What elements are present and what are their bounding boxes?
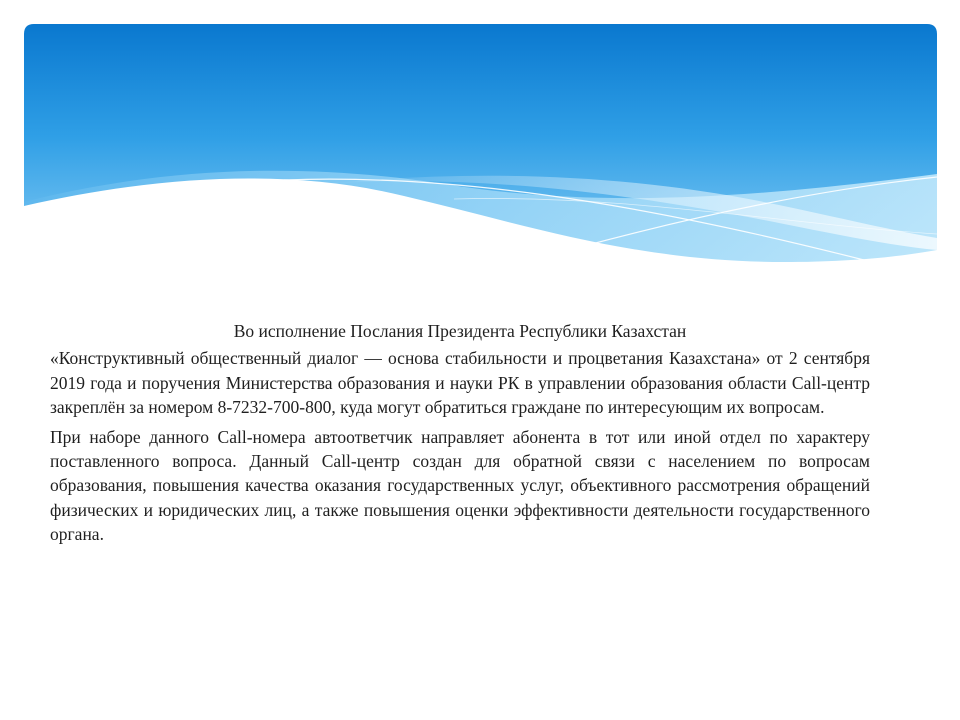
- slide-heading: Во исполнение Послания Президента Республики Казахстан: [233, 321, 687, 341]
- paragraph-call-center-number: «Конструктивный общественный диалог — основа стабильности и процветания Казахстана» от 2 сентября 2019 года и поручения Министерства образования и науки РК в управлении образования области Call-центр закреплён за номером 8-7232-700-800, куда могут обратиться граждане по интересующим их вопросам.: [50, 348, 870, 418]
- slide-body: [50, 319, 870, 552]
- header-wave-decoration: [24, 24, 937, 274]
- paragraph-call-center-purpose: При наборе данного Call-номера автоответчик направляет абонента в тот или иной отдел по характеру поставленного вопроса. Данный Call-центр создан для обратной связи с населением по вопросам образования, повышения качества оказания государственных услуг, объективного рассмотрения обращений физических и юридических лиц, а также повышения оценки эффективности деятельности государственного органа.: [50, 426, 870, 545]
